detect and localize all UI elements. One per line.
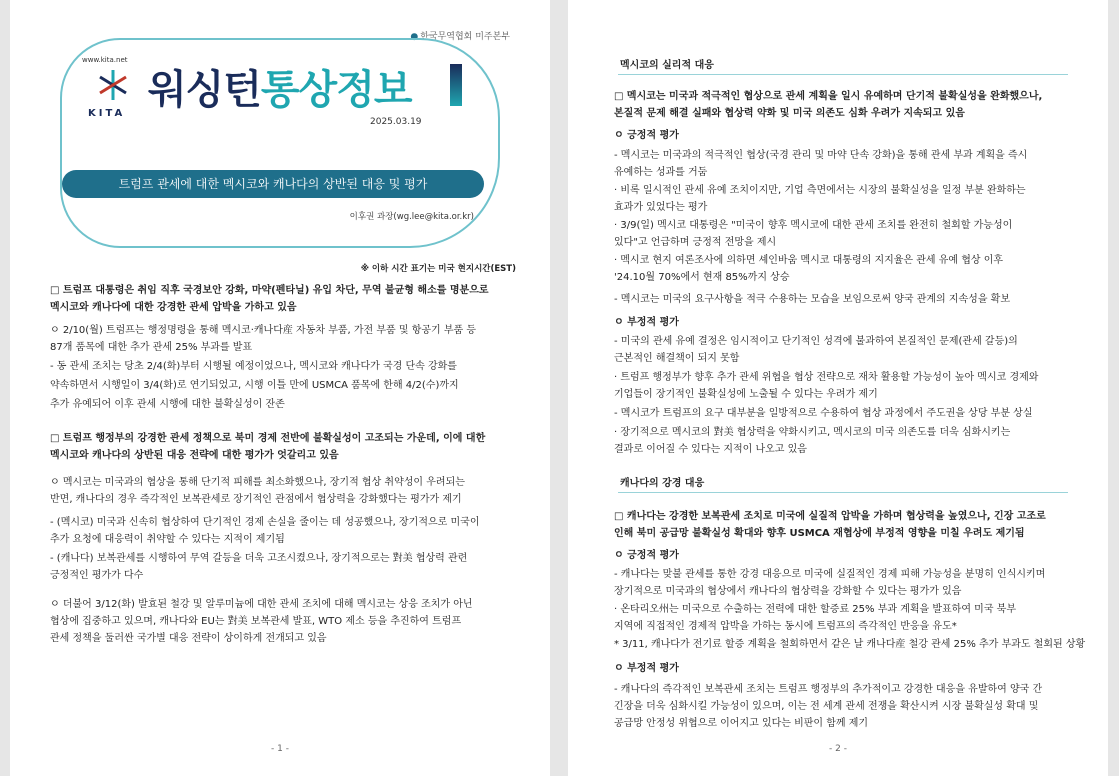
text-line: 근본적인 해결책이 되지 못함 <box>614 353 740 364</box>
text-line: 협상에 집중하고 있으며, 캐나다와 EU는 對美 보복관세 발표, WTO 제소 등을 추진하여 트럼프 <box>50 616 462 627</box>
text-line: □ 트럼프 행정부의 강경한 관세 정책으로 북미 경제 전반에 불확실성이 고조되는 가운데, 이에 대한 <box>50 433 486 444</box>
page-number: - 2 - <box>829 744 847 754</box>
text-line: ㅇ 멕시코는 미국과의 협상을 통해 단기적 피해를 최소화했으나, 장기적 협상 취약성이 우려되는 <box>50 477 465 488</box>
newsletter-title <box>148 58 411 115</box>
text-line: 추가 요청에 대응력이 취약할 수 있다는 지적이 제기됨 <box>50 534 285 545</box>
text-line: ㅇ 더불어 3/12(화) 발효된 철강 및 알루미늄에 대한 관세 조치에 대해 멕시코는 상응 조치가 아닌 <box>50 599 473 610</box>
text-line: 멕시코와 캐나다에 대한 강경한 관세 압박을 가하고 있음 <box>50 302 297 313</box>
text-line: * 3/11, 캐나다가 전기료 할증 계획을 철회하면서 같은 날 캐나다産 철강 관세 25% 추가 부과도 철회된 상황 <box>614 639 1086 650</box>
text-line: - 멕시코가 트럼프의 요구 대부분을 일방적으로 수용하여 협상 과정에서 주도권을 상당 부분 상실 <box>614 408 1033 419</box>
text-line: 있다"고 언급하며 긍정적 전망을 제시 <box>614 237 777 248</box>
text-line: '24.10월 70%에서 현재 85%까지 상승 <box>614 272 790 283</box>
title-accent-bar <box>450 64 462 106</box>
page-number: - 1 - <box>271 744 289 754</box>
text-line: - 캐나다는 맞불 관세를 통한 강경 대응으로 미국에 실질적인 경제 피해 가능성을 분명히 인식시키며 <box>614 569 1046 580</box>
text-line: 반면, 캐나다의 경우 즉각적인 보복관세로 장기적인 관점에서 협상력을 강화했다는 평가가 제기 <box>50 494 462 505</box>
text-line: 긴장을 더욱 심화시킬 가능성이 있으며, 이는 전 세계 관세 전쟁을 확산시켜 시장 불확실성 확대 및 <box>614 701 1039 712</box>
text-line: 약속하면서 시행일이 3/4(화)로 연기되었고, 시행 이틀 만에 USMCA 품목에 한해 4/2(수)까지 <box>50 380 459 391</box>
text-line: - 캐나다의 즉각적인 보복관세 조치는 트럼프 행정부의 추가적이고 강경한 대응을 유발하여 양국 간 <box>614 684 1043 695</box>
text-line: 기업들이 장기적인 불확실성에 노출될 수 있다는 우려가 제기 <box>614 389 878 400</box>
text-line: - 미국의 관세 유예 결정은 임시적이고 단기적인 성격에 불과하여 본질적인 문제(관세 갈등)의 <box>614 336 1018 347</box>
timezone-note: ※ 이하 시간 표기는 미국 현지시간(EST) <box>360 264 516 274</box>
text-line: 긍정적인 평가가 다수 <box>50 570 144 581</box>
text-line: □ 멕시코는 미국과 적극적인 협상으로 관세 계획을 일시 유예하며 단기적 불확실성을 완화했으나, <box>614 91 1043 102</box>
logo-url: www.kita.net <box>82 56 128 64</box>
text-line: - 멕시코는 미국과의 적극적인 협상(국경 관리 및 마약 단속 강화)을 통해 관세 부과 계획을 즉시 <box>614 150 1028 161</box>
text-line: · 장기적으로 멕시코의 對美 협상력을 약화시키고, 멕시코의 미국 의존도를 더욱 심화시키는 <box>614 427 1011 438</box>
text-line: · 트럼프 행정부가 향후 추가 관세 위협을 협상 전략으로 재차 활용할 가능성이 높아 멕시코 경제와 <box>614 372 1039 383</box>
title-part-1: 워싱턴 <box>148 67 261 113</box>
document-page-2 <box>568 0 1108 776</box>
text-line: 효과가 있었다는 평가 <box>614 202 708 213</box>
section-title-canada: 캐나다의 강경 대응 <box>620 478 705 489</box>
text-line: - (캐나다) 보복관세를 시행하여 무역 갈등을 더욱 고조시켰으나, 장기적으로는 對美 협상력 관련 <box>50 553 468 564</box>
org-header: ● 한국무역협회 미주본부 <box>410 32 510 42</box>
text-line: ㅇ 긍정적 평가 <box>614 550 679 561</box>
article-title-banner: 트럼프 관세에 대한 멕시코와 캐나다의 상반된 대응 및 평가 <box>62 170 484 198</box>
text-line: - 멕시코는 미국의 요구사항을 적극 수용하는 모습을 보임으로써 양국 관계의 지속성을 확보 <box>614 294 1010 305</box>
text-line: 추가 유예되어 이후 관세 시행에 대한 불확실성이 잔존 <box>50 399 285 410</box>
text-line: · 멕시코 현지 여론조사에 의하면 셰인바움 멕시코 대통령의 지지율은 관세 유예 협상 이후 <box>614 255 1004 266</box>
text-line: 장기적으로 미국과의 협상에서 캐나다의 협상력을 강화할 수 있다는 평가가 있음 <box>614 586 962 597</box>
issue-date: 2025.03.19 <box>370 117 422 127</box>
text-line: 유예하는 성과를 거둠 <box>614 167 708 178</box>
text-line: · 비록 일시적인 관세 유예 조치이지만, 기업 측면에서는 시장의 불확실성을 일정 부분 완화하는 <box>614 185 1026 196</box>
text-line: - (멕시코) 미국과 신속히 협상하여 단기적인 경제 손실을 줄이는 데 성공했으나, 장기적으로 미국이 <box>50 517 480 528</box>
text-line: - 동 관세 조치는 당초 2/4(화)부터 시행될 예정이었으나, 멕시코와 캐나다가 국경 단속 강화를 <box>50 361 457 372</box>
text-line: · 3/9(일) 멕시코 대통령은 "미국이 향후 멕시코에 대한 관세 조치를 완전히 철회할 가능성이 <box>614 220 1013 231</box>
section-divider <box>618 74 1068 75</box>
author-line: 이후권 과장(wg.lee@kita.or.kr) <box>349 212 474 222</box>
text-line: ㅇ 부정적 평가 <box>614 317 679 328</box>
text-line: 멕시코와 캐나다의 상반된 대응 전략에 대한 평가가 엇갈리고 있음 <box>50 450 339 461</box>
text-line: 본질적 문제 해결 실패와 협상력 약화 및 미국 의존도 심화 우려가 지속되고 있음 <box>614 108 965 119</box>
text-line: 87개 품목에 대한 추가 관세 25% 부과를 발표 <box>50 342 253 353</box>
document-page-1 <box>10 0 550 776</box>
text-line: □ 트럼프 대통령은 취임 직후 국경보안 강화, 마약(펜타닐) 유입 차단, 무역 불균형 해소를 명분으로 <box>50 285 489 296</box>
text-line: ㅇ 부정적 평가 <box>614 663 679 674</box>
logo-word: KITA <box>88 108 126 119</box>
text-line: ㅇ 긍정적 평가 <box>614 130 679 141</box>
text-line: 공급망 안정성 위협으로 이어지고 있다는 비판이 함께 제기 <box>614 718 869 729</box>
section-divider <box>618 492 1068 493</box>
text-line: ㅇ 2/10(월) 트럼프는 행정명령을 통해 멕시코·캐나다産 자동차 부품, 가전 부품 및 항공기 부품 등 <box>50 325 477 336</box>
text-line: 결과로 이어질 수 있다는 지적이 나오고 있음 <box>614 444 807 455</box>
kita-logo-icon <box>96 68 130 102</box>
text-line: 인해 북미 공급망 불확실성 확대와 향후 USMCA 재협상에 부정적 영향을 미칠 우려도 제기됨 <box>614 528 1025 539</box>
title-part-2: 통상정보 <box>260 67 412 113</box>
section-title-mexico: 멕시코의 실리적 대응 <box>620 60 714 71</box>
text-line: · 온타리오州는 미국으로 수출하는 전력에 대한 할증료 25% 부과 계획을 발표하여 미국 북부 <box>614 604 1016 615</box>
text-line: □ 캐나다는 강경한 보복관세 조치로 미국에 실질적 압박을 가하며 협상력을 높였으나, 긴장 고조로 <box>614 511 1046 522</box>
text-line: 지역에 직접적인 경제적 압박을 가하는 동시에 트럼프의 즉각적인 반응을 유도* <box>614 621 957 632</box>
text-line: 관세 정책을 둘러싼 국가별 대응 전략이 상이하게 전개되고 있음 <box>50 633 327 644</box>
